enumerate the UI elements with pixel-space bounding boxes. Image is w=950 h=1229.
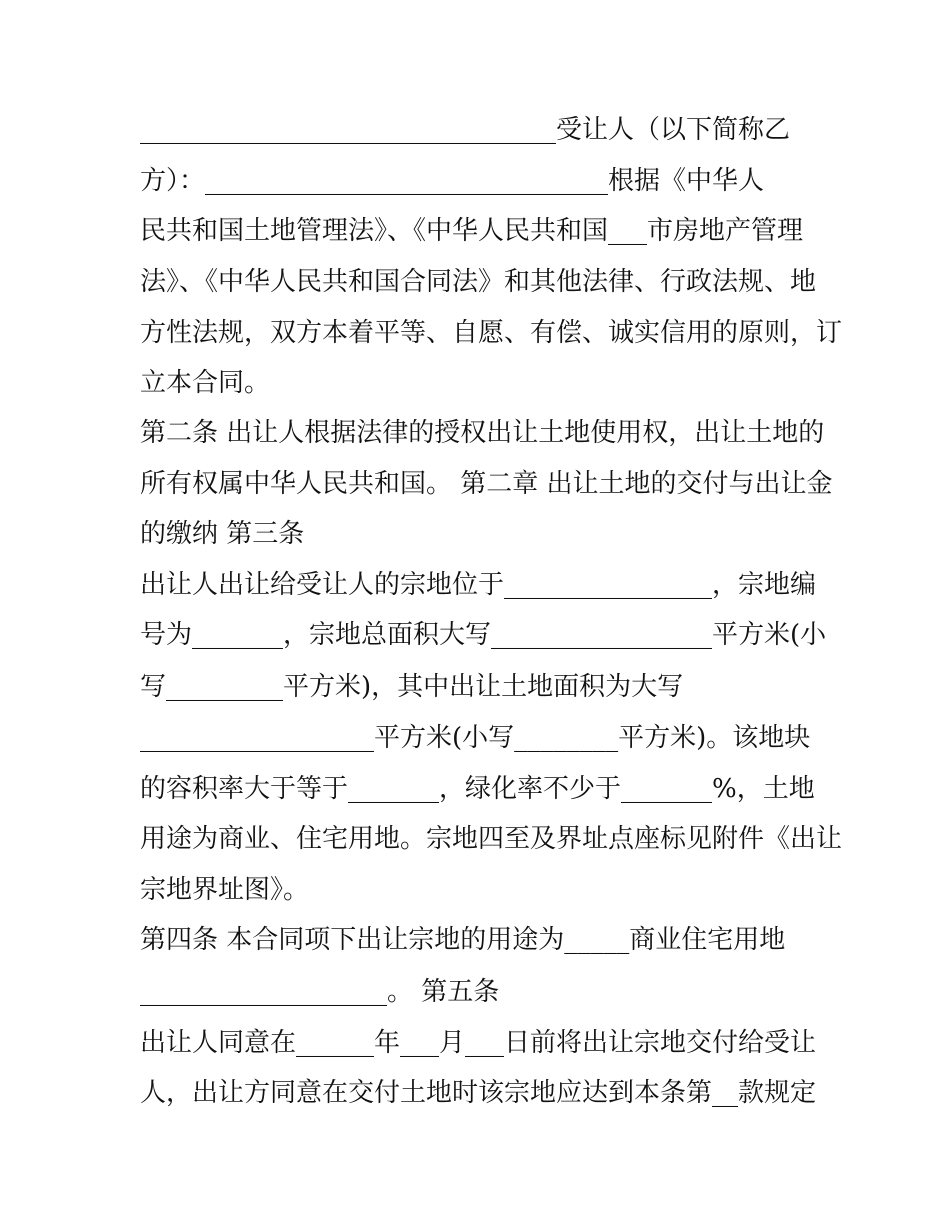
text-line: 出让人出让给受让人的宗地位于________________，宗地编 [140, 570, 817, 600]
article-2-line: 第二条 出让人根据法律的授权出让土地使用权，出让土地的 [140, 418, 825, 448]
text-line: 方性法规，双方本着平等、自愿、有偿、诚实信用的原则，订 [140, 318, 843, 348]
text-line: 的缴纳 第三条 [140, 519, 305, 549]
text-line: __________________平方米(小写________平方米)。该地块 [140, 723, 811, 753]
text-line: ___________________。 第五条 [140, 977, 500, 1007]
text-line: 人，出让方同意在交付土地时该宗地应达到本条第__款规定 [140, 1078, 817, 1108]
text-line: 出让人同意在______年___月___日前将出让宗地交付给受让 [140, 1028, 817, 1058]
text-line: 法》、《中华人民共和国合同法》和其他法律、行政法规、地 [140, 267, 817, 297]
text-line: 宗地界址图》。 [140, 875, 310, 905]
text-line: 方）：_______________________________根据《中华人 [140, 166, 765, 196]
article-4-line: 第四条 本合同项下出让宗地的用途为_____商业住宅用地 [140, 925, 786, 955]
text-line: 用途为商业、住宅用地。宗地四至及界址点座标见附件《出让 [140, 824, 843, 854]
text-line: 写_________平方米)，其中出让土地面积为大写 [140, 672, 684, 702]
text-line: ________________________________受让人（以下简称乙 [140, 115, 791, 145]
text-line: 的容积率大于等于_______，绿化率不少于_______%，土地 [140, 774, 815, 804]
text-line: 立本合同。 [140, 368, 271, 398]
text-line: 民共和国土地管理法》、《中华人民共和国___市房地产管理 [140, 216, 804, 246]
text-line: 号为_______，宗地总面积大写_________________平方米(小 [140, 620, 827, 650]
text-line: 所有权属中华人民共和国。 第二章 出让土地的交付与出让金 [140, 469, 833, 499]
